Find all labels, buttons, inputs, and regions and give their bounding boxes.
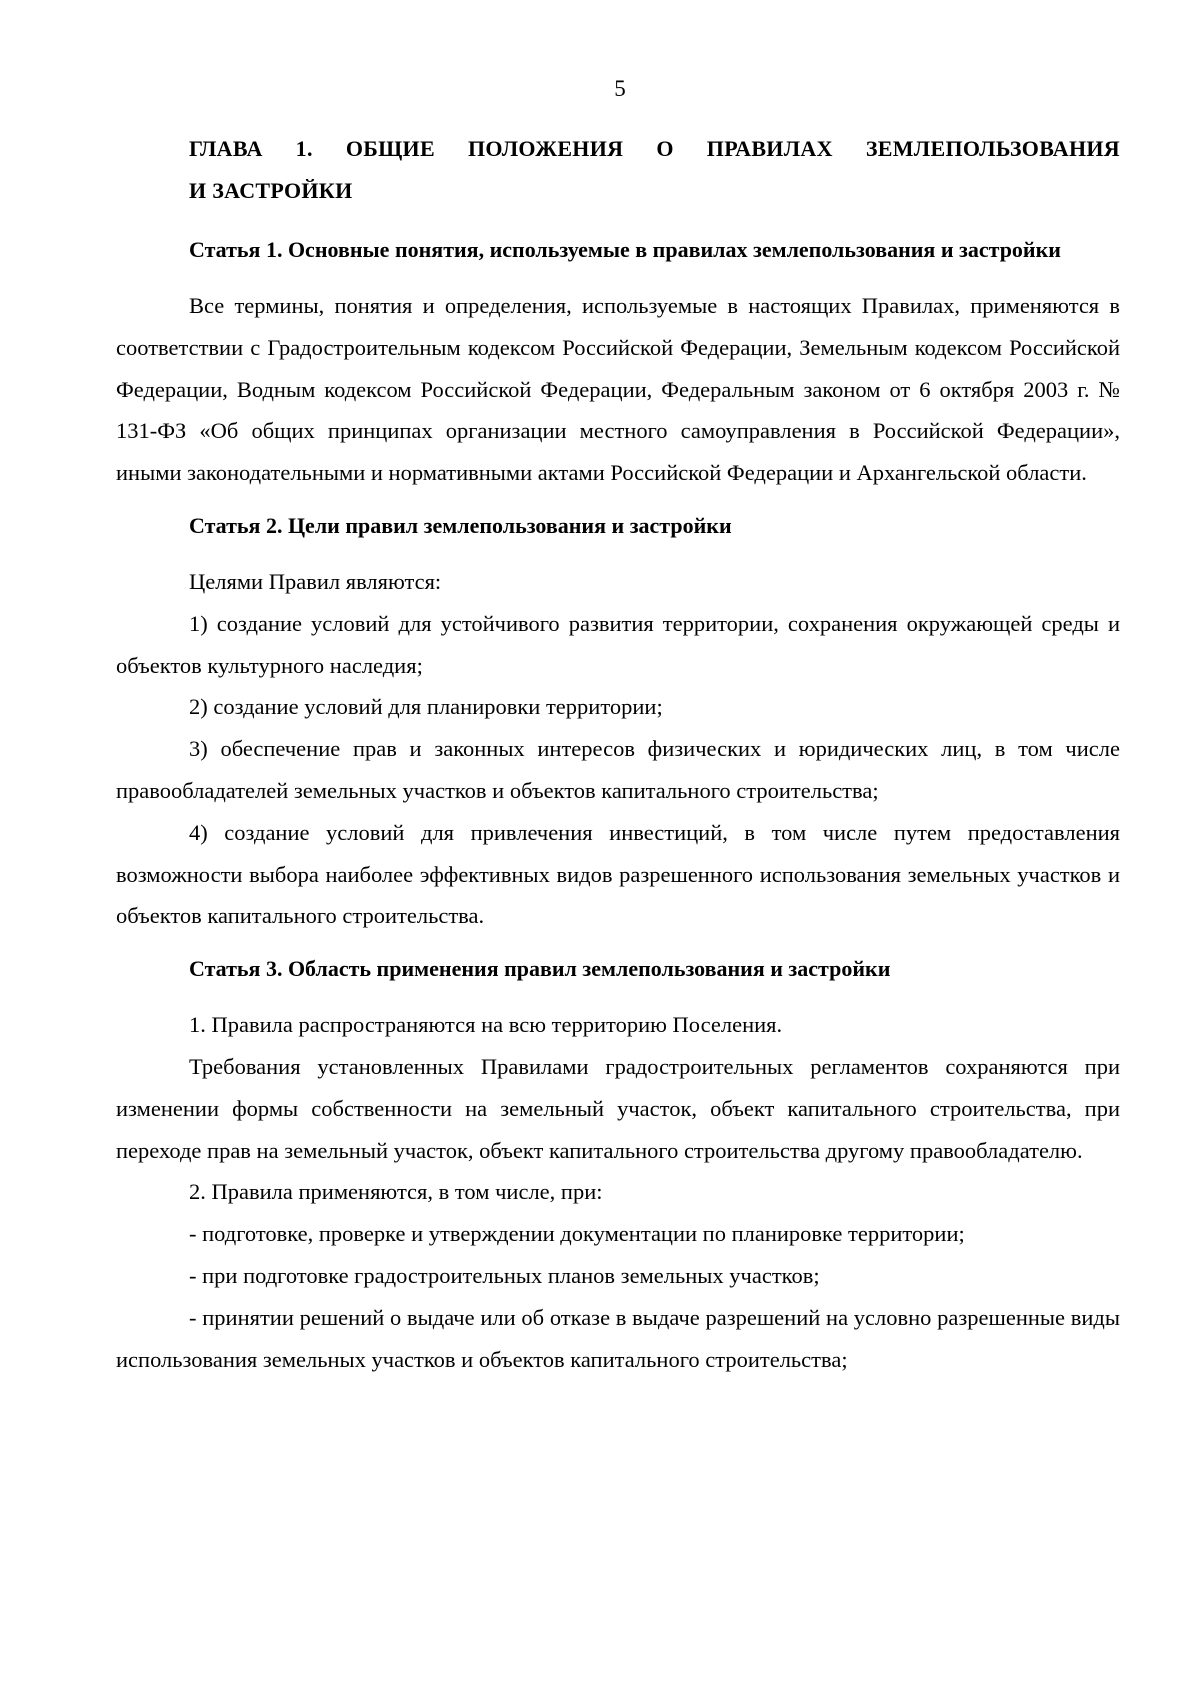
article-3-paragraph: Требования установленных Правилами градостроительных регламентов сохраняются при изменении формы собственности на земельный участок, объект капитального строительства, при переходе прав на земельный участок, объект капитального строительства другому правообладателю. xyxy=(116,1053,1120,1163)
article-2-paragraph: 3) обеспечение прав и законных интересов физических и юридических лиц, в том числе правообладателей земельных участков и объектов капитального строительства; xyxy=(116,736,1120,803)
chapter-heading-line-1: ГЛАВА 1. ОБЩИЕ ПОЛОЖЕНИЯ О ПРАВИЛАХ ЗЕМЛЕПОЛЬЗОВАНИЯ xyxy=(189,136,1120,161)
article-1 xyxy=(116,229,1120,494)
article-2-paragraph: Целями Правил являются: xyxy=(189,568,442,594)
article-3-title: Статья 3. Область применения правил землепользования и застройки xyxy=(189,956,891,982)
article-3-paragraph: - при подготовке градостроительных планов земельных участков; xyxy=(189,1262,820,1288)
article-3-paragraph: - подготовке, проверке и утверждении документации по планировке территории; xyxy=(189,1221,965,1247)
article-3 xyxy=(116,948,1120,1380)
article-1-paragraph: Все термины, понятия и определения, используемые в настоящих Правилах, применяются в соответствии с Градостроительным кодексом Российской Федерации, Земельным кодексом Российской Федерации, Водным кодексом Российской Федерации, Федеральным законом от 6 октября 2003 г. № 131-ФЗ «Об общих принципах организации местного самоуправления в Российской Федерации», иными законодательными и нормативными актами Российской Федерации и Архангельской области. xyxy=(116,293,1120,486)
article-3-paragraph: 2. Правила применяются, в том числе, при: xyxy=(189,1179,603,1205)
article-3-paragraph: - принятии решений о выдаче или об отказе в выдаче разрешений на условно разрешенные виды использования земельных участков и объектов капитального строительства; xyxy=(116,1304,1120,1372)
article-3-paragraph: 1. Правила распространяются на всю территорию Поселения. xyxy=(189,1012,783,1038)
article-2-title: Статья 2. Цели правил землепользования и застройки xyxy=(189,512,732,538)
article-2-paragraph: 4) создание условий для привлечения инвестиций, в том числе путем предоставления возможности выбора наиболее эффективных видов разрешенного использования земельных участков и объектов капитального строительства. xyxy=(116,819,1120,929)
article-1-title: Статья 1. Основные понятия, используемые в правилах землепользования и застройки xyxy=(189,237,1061,262)
article-2-paragraph: 2) создание условий для планировки территории; xyxy=(189,694,663,720)
chapter-heading xyxy=(116,128,1120,212)
article-2-paragraph: 1) создание условий для устойчивого развития территории, сохранения окружающей среды и объектов культурного наследия; xyxy=(116,610,1120,678)
document-body xyxy=(116,128,1120,1380)
page-number: 5 xyxy=(614,76,626,101)
article-2 xyxy=(116,505,1120,937)
chapter-heading-line-2: И ЗАСТРОЙКИ xyxy=(189,178,353,203)
